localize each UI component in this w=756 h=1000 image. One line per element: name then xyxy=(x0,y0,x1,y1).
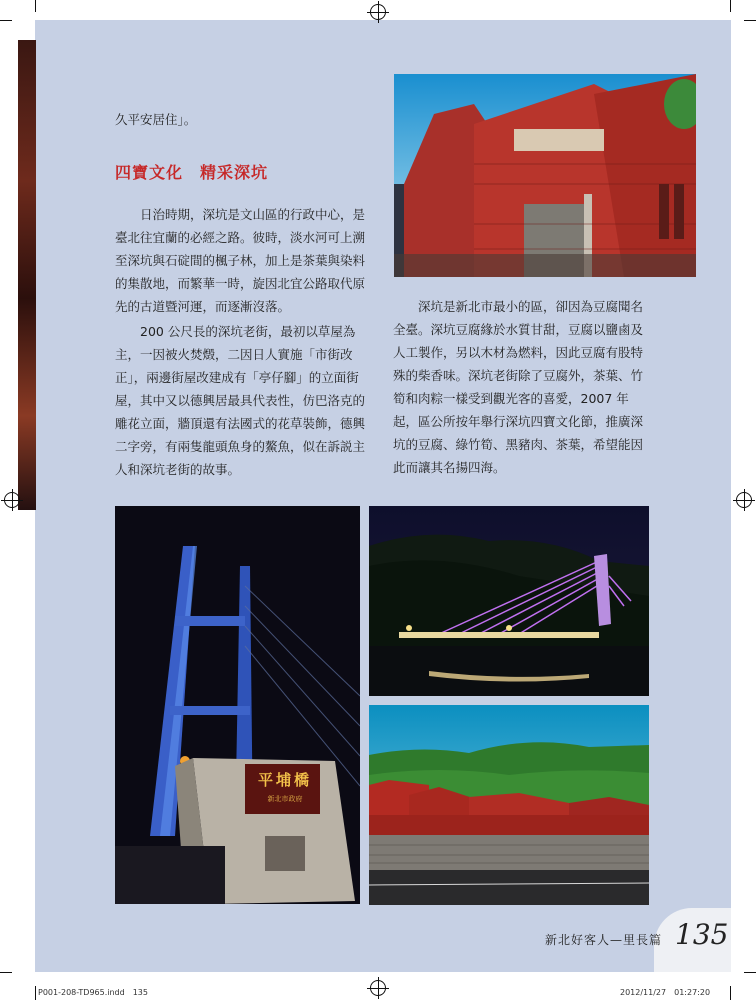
crop-mark xyxy=(730,986,731,1000)
bridge-sign-sub: 新北市政府 xyxy=(267,795,303,803)
photo-bridge-purple-lights xyxy=(369,506,649,696)
registration-mark-right xyxy=(736,492,752,508)
photo-red-brick-building xyxy=(394,74,696,277)
slug-timestamp: 2012/11/27 01:27:20 xyxy=(620,988,711,997)
section-heading: 四寶文化 精采深坑 xyxy=(115,163,269,182)
crop-mark xyxy=(0,20,12,21)
bridge-sign-name: 平埔橋 xyxy=(257,771,312,789)
page-number: 135 xyxy=(675,918,729,951)
crop-mark xyxy=(744,972,756,973)
registration-mark-bottom xyxy=(370,980,386,996)
paragraph-1: 日治時期，深坑是文山區的行政中心，是臺北往宜蘭的必經之路。彼時，淡水河可上溯至深坑與石碇間的楓子林，加上是茶葉與染料的集散地，而繁華一時，旋因北宜公路取代原先的古道暨河運，而逐漸沒落。 xyxy=(115,207,366,314)
registration-mark-left xyxy=(4,492,20,508)
slug-file-name: P001-208-TD965.indd 135 xyxy=(38,988,148,997)
paragraph-3: 深坑是新北市最小的區，卻因為豆腐聞名全臺。深坑豆腐緣於水質甘甜，豆腐以鹽鹵及人工製作，另以木材為燃料，因此豆腐有股特殊的柴香味。深坑老街除了豆腐外，茶葉、竹筍和肉粽一樣受到觀光客的喜愛，2007 年起，區公所按年舉行深坑四寶文化節，推廣深坑的豆腐、綠竹筍、黑豬肉、茶葉，希望能因此而讓其名揚四海。 xyxy=(393,299,644,475)
photo-red-brick-compound xyxy=(369,705,649,905)
registration-mark-top xyxy=(370,4,386,20)
footer-series-title: 新北好客人—里長篇 xyxy=(545,933,663,947)
intro-line: 久平安居住」。 xyxy=(115,112,197,127)
adjacent-page-photo-edge xyxy=(18,40,36,510)
crop-mark xyxy=(35,0,36,12)
crop-mark xyxy=(744,20,756,21)
crop-mark xyxy=(730,0,731,12)
crop-mark xyxy=(35,986,36,1000)
photo-bridge-night-sign xyxy=(115,506,360,904)
crop-mark xyxy=(0,972,12,973)
left-column-text xyxy=(115,203,365,483)
right-column-text xyxy=(393,295,643,481)
paragraph-2: 200 公尺長的深坑老街，最初以草屋為主，一因被火焚燬，二因日人實施「市街改正」，兩邊街屋改建成有「亭仔腳」的立面街屋，其中又以德興居最具代表性，仿巴洛克的雕花立面，牆頂還有法國式的花草裝飾，德興二字旁，有兩隻龍頭魚身的鰲魚，似在訴説主人和深坑老街的故事。 xyxy=(115,324,366,477)
